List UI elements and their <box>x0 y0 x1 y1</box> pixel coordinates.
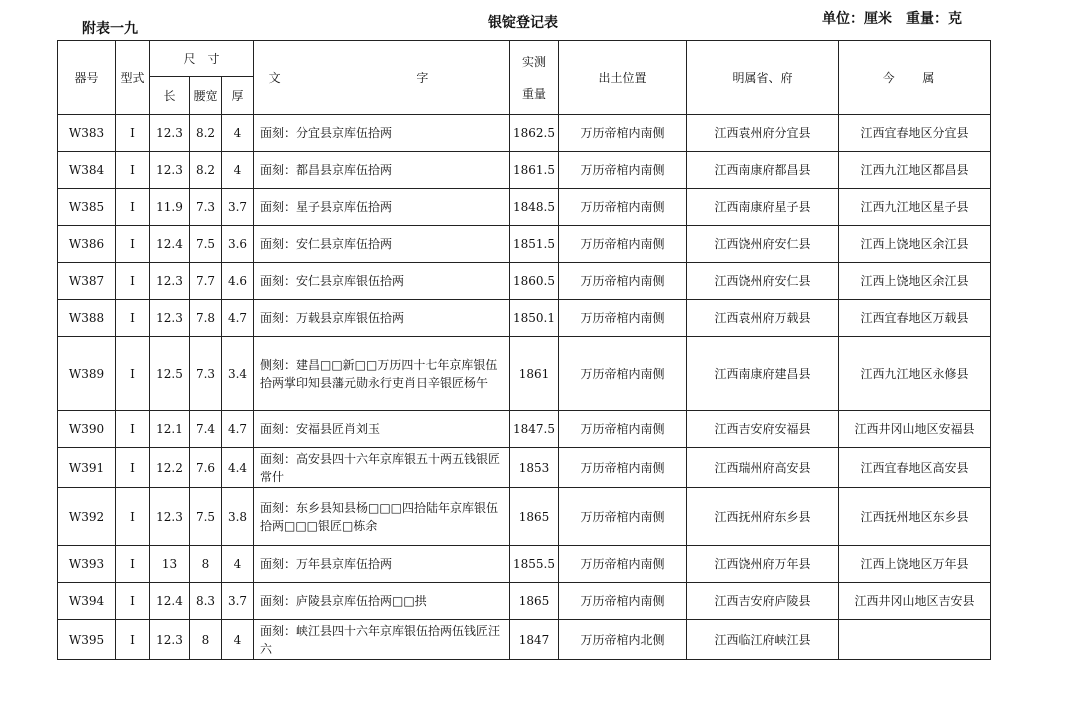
cell-length: 12.3 <box>150 263 190 300</box>
cell-type: I <box>116 337 150 411</box>
cell-now: 江西宜春地区高安县 <box>839 448 991 488</box>
cell-thick: 4.4 <box>222 448 254 488</box>
cell-type: I <box>116 226 150 263</box>
cell-waist: 7.5 <box>190 488 222 546</box>
cell-text: 面刻：峡江县四十六年京库银伍拾两伍钱匠汪六 <box>254 620 510 660</box>
cell-ming: 江西瑞州府高安县 <box>687 448 839 488</box>
header-location: 出土位置 <box>559 41 687 115</box>
cell-waist: 8 <box>190 620 222 660</box>
cell-length: 12.4 <box>150 583 190 620</box>
cell-waist: 7.7 <box>190 263 222 300</box>
header-weight-line2: 重量 <box>521 86 546 101</box>
header-text: 文 字 <box>254 41 510 115</box>
cell-now: 江西抚州地区东乡县 <box>839 488 991 546</box>
table-row <box>58 337 991 411</box>
cell-ming: 江西临江府峡江县 <box>687 620 839 660</box>
cell-length: 13 <box>150 546 190 583</box>
table-row <box>58 152 991 189</box>
table-row <box>58 546 991 583</box>
cell-length: 12.5 <box>150 337 190 411</box>
table-header <box>58 41 991 115</box>
cell-text: 面刻：万载县京库银伍拾两 <box>254 300 510 337</box>
cell-location: 万历帝棺内南侧 <box>559 226 687 263</box>
cell-waist: 8.3 <box>190 583 222 620</box>
cell-length: 12.1 <box>150 411 190 448</box>
cell-thick: 4 <box>222 620 254 660</box>
cell-now: 江西上饶地区余江县 <box>839 226 991 263</box>
cell-ming: 江西饶州府安仁县 <box>687 263 839 300</box>
cell-type: I <box>116 546 150 583</box>
cell-thick: 3.7 <box>222 583 254 620</box>
cell-waist: 7.8 <box>190 300 222 337</box>
cell-waist: 7.3 <box>190 189 222 226</box>
cell-ming: 江西袁州府万载县 <box>687 300 839 337</box>
cell-text: 面刻：安福县匠肖刘玉 <box>254 411 510 448</box>
cell-now: 江西九江地区永修县 <box>839 337 991 411</box>
cell-now: 江西上饶地区万年县 <box>839 546 991 583</box>
cell-ming: 江西吉安府庐陵县 <box>687 583 839 620</box>
table-row <box>58 448 991 488</box>
cell-id: W392 <box>58 488 116 546</box>
cell-type: I <box>116 115 150 152</box>
cell-thick: 3.7 <box>222 189 254 226</box>
cell-thick: 4.7 <box>222 300 254 337</box>
cell-ming: 江西吉安府安福县 <box>687 411 839 448</box>
table-body <box>58 115 991 660</box>
cell-id: W384 <box>58 152 116 189</box>
cell-location: 万历帝棺内南侧 <box>559 411 687 448</box>
unit-label: 单位：厘米 重量：克 <box>822 11 962 27</box>
table-row <box>58 620 991 660</box>
cell-weight: 1853 <box>510 448 559 488</box>
cell-now: 江西宜春地区万载县 <box>839 300 991 337</box>
cell-length: 12.3 <box>150 488 190 546</box>
header-ming: 明属省、府 <box>687 41 839 115</box>
cell-location: 万历帝棺内南侧 <box>559 546 687 583</box>
cell-id: W383 <box>58 115 116 152</box>
cell-waist: 8.2 <box>190 115 222 152</box>
cell-weight: 1847 <box>510 620 559 660</box>
table-row <box>58 115 991 152</box>
cell-location: 万历帝棺内南侧 <box>559 448 687 488</box>
cell-text: 面刻：星子县京库伍拾两 <box>254 189 510 226</box>
header-weight-line1: 实测 <box>521 54 546 69</box>
cell-weight: 1847.5 <box>510 411 559 448</box>
cell-length: 12.4 <box>150 226 190 263</box>
cell-text: 面刻：万年县京库伍拾两 <box>254 546 510 583</box>
cell-type: I <box>116 488 150 546</box>
cell-location: 万历帝棺内南侧 <box>559 337 687 411</box>
table-row <box>58 189 991 226</box>
header-type: 型式 <box>116 41 150 115</box>
cell-waist: 7.4 <box>190 411 222 448</box>
cell-id: W391 <box>58 448 116 488</box>
table-row <box>58 263 991 300</box>
cell-waist: 7.6 <box>190 448 222 488</box>
cell-text: 侧刻：建昌□□新□□万历四十七年京库银伍拾两掌印知县藩元勋永行吏肖日辛银匠杨午 <box>254 337 510 411</box>
cell-location: 万历帝棺内南侧 <box>559 488 687 546</box>
cell-waist: 7.5 <box>190 226 222 263</box>
cell-location: 万历帝棺内南侧 <box>559 152 687 189</box>
cell-type: I <box>116 300 150 337</box>
cell-length: 12.2 <box>150 448 190 488</box>
cell-location: 万历帝棺内南侧 <box>559 263 687 300</box>
cell-text: 面刻：都昌县京库伍拾两 <box>254 152 510 189</box>
cell-text: 面刻：东乡县知县杨□□□四拾陆年京库银伍拾两□□□银匠□栋余 <box>254 488 510 546</box>
header-size: 尺 寸 <box>150 41 254 77</box>
cell-thick: 4.6 <box>222 263 254 300</box>
cell-id: W389 <box>58 337 116 411</box>
cell-type: I <box>116 448 150 488</box>
cell-length: 12.3 <box>150 300 190 337</box>
cell-id: W393 <box>58 546 116 583</box>
cell-type: I <box>116 583 150 620</box>
cell-weight: 1865 <box>510 583 559 620</box>
cell-thick: 4.7 <box>222 411 254 448</box>
page-header <box>0 0 1071 40</box>
cell-weight: 1855.5 <box>510 546 559 583</box>
cell-location: 万历帝棺内南侧 <box>559 583 687 620</box>
cell-id: W386 <box>58 226 116 263</box>
cell-type: I <box>116 411 150 448</box>
cell-ming: 江西饶州府万年县 <box>687 546 839 583</box>
cell-thick: 4 <box>222 546 254 583</box>
cell-length: 11.9 <box>150 189 190 226</box>
table-row <box>58 488 991 546</box>
cell-length: 12.3 <box>150 620 190 660</box>
cell-thick: 3.4 <box>222 337 254 411</box>
cell-text: 面刻：高安县四十六年京库银五十两五钱银匠常什 <box>254 448 510 488</box>
appendix-label: 附表一九 <box>82 21 138 37</box>
cell-now: 江西宜春地区分宜县 <box>839 115 991 152</box>
cell-id: W388 <box>58 300 116 337</box>
cell-ming: 江西抚州府东乡县 <box>687 488 839 546</box>
cell-text: 面刻：分宜县京库伍拾两 <box>254 115 510 152</box>
cell-location: 万历帝棺内南侧 <box>559 115 687 152</box>
cell-id: W390 <box>58 411 116 448</box>
cell-weight: 1861 <box>510 337 559 411</box>
header-length: 长 <box>150 77 190 115</box>
cell-weight: 1862.5 <box>510 115 559 152</box>
cell-length: 12.3 <box>150 152 190 189</box>
cell-type: I <box>116 152 150 189</box>
table-row <box>58 226 991 263</box>
cell-text: 面刻：安仁县京库伍拾两 <box>254 226 510 263</box>
table-row <box>58 583 991 620</box>
cell-now: 江西九江地区都昌县 <box>839 152 991 189</box>
cell-id: W387 <box>58 263 116 300</box>
cell-ming: 江西南康府星子县 <box>687 189 839 226</box>
cell-ming: 江西南康府建昌县 <box>687 337 839 411</box>
cell-now: 江西九江地区星子县 <box>839 189 991 226</box>
cell-type: I <box>116 620 150 660</box>
header-waist: 腰宽 <box>190 77 222 115</box>
cell-waist: 8.2 <box>190 152 222 189</box>
cell-thick: 3.6 <box>222 226 254 263</box>
header-now: 今 属 <box>839 41 991 115</box>
cell-location: 万历帝棺内南侧 <box>559 300 687 337</box>
table-row <box>58 300 991 337</box>
cell-now: 江西井冈山地区吉安县 <box>839 583 991 620</box>
cell-ming: 江西南康府都昌县 <box>687 152 839 189</box>
cell-waist: 7.3 <box>190 337 222 411</box>
cell-thick: 3.8 <box>222 488 254 546</box>
cell-weight: 1848.5 <box>510 189 559 226</box>
cell-waist: 8 <box>190 546 222 583</box>
cell-thick: 4 <box>222 152 254 189</box>
cell-now <box>839 620 991 660</box>
cell-length: 12.3 <box>150 115 190 152</box>
cell-weight: 1850.1 <box>510 300 559 337</box>
cell-thick: 4 <box>222 115 254 152</box>
cell-id: W395 <box>58 620 116 660</box>
cell-type: I <box>116 189 150 226</box>
header-id: 器号 <box>58 41 116 115</box>
cell-id: W385 <box>58 189 116 226</box>
header-thick: 厚 <box>222 77 254 115</box>
cell-type: I <box>116 263 150 300</box>
cell-weight: 1860.5 <box>510 263 559 300</box>
table-title: 银锭登记表 <box>488 15 558 31</box>
cell-text: 面刻：安仁县京库银伍拾两 <box>254 263 510 300</box>
cell-ming: 江西饶州府安仁县 <box>687 226 839 263</box>
cell-now: 江西井冈山地区安福县 <box>839 411 991 448</box>
ingot-register-table <box>57 40 991 660</box>
cell-weight: 1865 <box>510 488 559 546</box>
cell-location: 万历帝棺内南侧 <box>559 189 687 226</box>
cell-now: 江西上饶地区余江县 <box>839 263 991 300</box>
cell-weight: 1861.5 <box>510 152 559 189</box>
table-row <box>58 411 991 448</box>
cell-ming: 江西袁州府分宜县 <box>687 115 839 152</box>
cell-location: 万历帝棺内北侧 <box>559 620 687 660</box>
header-weight <box>510 41 559 115</box>
cell-id: W394 <box>58 583 116 620</box>
cell-text: 面刻：庐陵县京库伍拾两□□拱 <box>254 583 510 620</box>
cell-weight: 1851.5 <box>510 226 559 263</box>
